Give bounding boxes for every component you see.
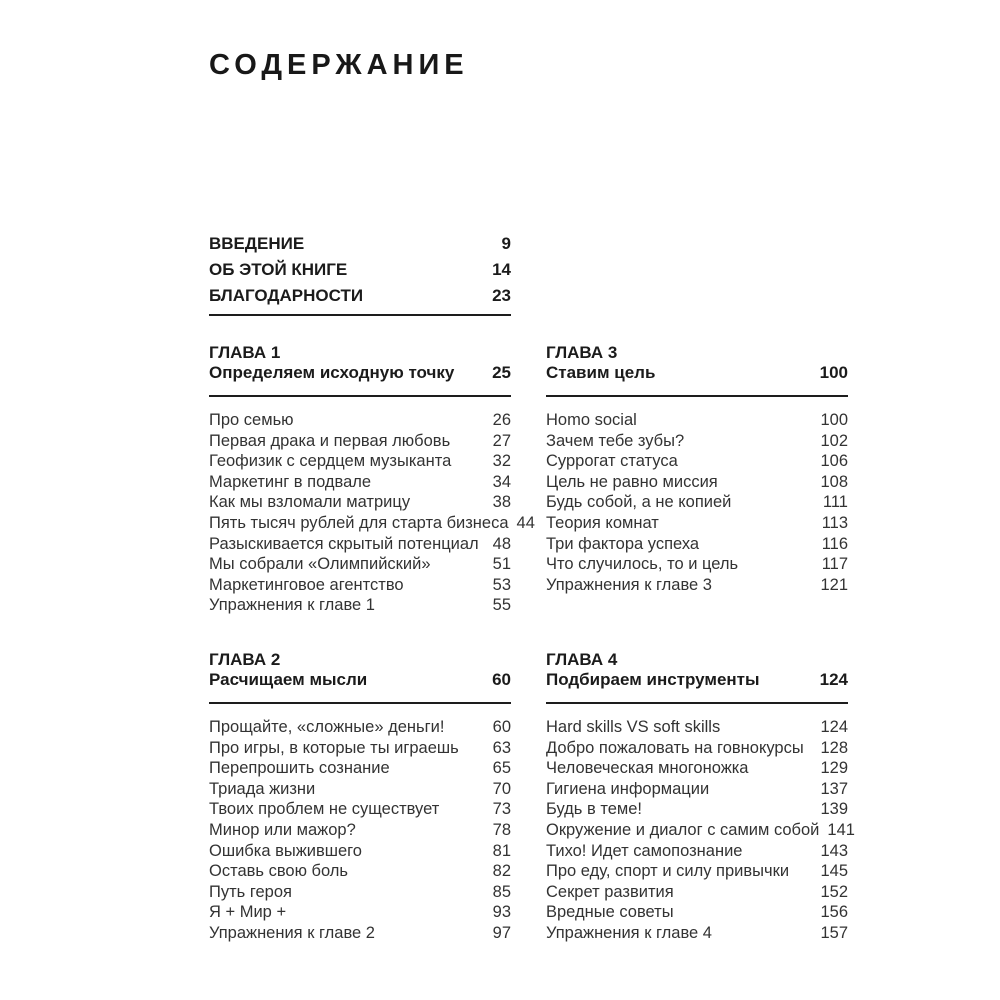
toc-entry-title: Hard skills VS soft skills [546,718,721,736]
toc-entry [546,451,848,472]
toc-entry-title: Про игры, в которые ты играешь [209,738,459,757]
toc-entry [546,738,848,759]
toc-entry-page: 70 [492,779,511,798]
chapter-title: Подбираем инструменты [546,670,760,689]
toc-entry [546,799,848,820]
toc-entry [209,882,511,903]
toc-entry-title: Про семью [209,411,294,429]
toc-entry-page: 55 [492,596,511,615]
toc-entry-page: 48 [492,534,511,553]
toc-entry [546,492,848,513]
toc-entry-title: Будь в теме! [546,800,642,819]
chapter-label: ГЛАВА 3 [546,343,618,362]
toc-entry [209,841,511,862]
toc-entry-page: 32 [492,452,511,471]
toc-entry-page: 157 [820,923,848,942]
chapter-items [209,410,535,616]
toc-entry [546,472,848,493]
front-matter-entry-title: ОБ ЭТОЙ КНИГЕ [209,260,348,279]
toc-entry-title: Человеческая многоножка [546,759,749,778]
toc-entry-page: 51 [492,555,511,574]
toc-entry-title: Мы собрали «Олимпийский» [209,555,431,574]
toc-entry-page: 111 [822,493,848,512]
front-matter-entry-page: 14 [492,260,511,279]
chapter-items [546,410,848,595]
toc-entry-title: Первая драка и первая любовь [209,431,451,450]
toc-entry-title: Минор или мажор? [209,820,356,839]
chapter-section [546,650,855,944]
toc-entry-title: Что случилось, то и цель [546,555,739,574]
chapter-title: Определяем исходную точку [209,363,455,382]
toc-entry-title: Окружение и диалог с самим собой [546,820,820,839]
toc-entry [546,410,848,431]
toc-entry-page: 117 [821,555,848,574]
toc-entry [209,923,511,944]
toc-entry-page: 156 [820,903,848,922]
toc-entry-title: Упражнения к главе 3 [546,575,712,594]
toc-entry [546,882,848,903]
toc-entry-page: 73 [492,800,511,819]
toc-entry-title: Разыскивается скрытый потенциал [209,534,479,553]
toc-entry-page: 85 [492,882,511,901]
toc-entry [209,534,511,555]
toc-entry [209,738,511,759]
front-matter-entry-page: 9 [501,234,511,253]
chapter-label: ГЛАВА 4 [546,650,618,669]
toc-entry-page: 53 [492,575,511,594]
chapter-section [209,343,535,616]
toc-entry [209,554,511,575]
toc-entry-title: Цель не равно миссия [546,472,718,491]
toc-entry [209,410,511,431]
toc-entry [546,534,848,555]
toc-entry-page: 145 [820,862,848,881]
toc-entry-page: 97 [492,923,511,942]
chapter-items [209,717,511,944]
toc-entry-title: Как мы взломали матрицу [209,493,411,512]
toc-entry-page: 100 [820,411,848,429]
toc-entry-page: 108 [820,472,848,491]
toc-entry-title: Тихо! Идет самопознание [546,841,743,860]
toc-entry [209,861,511,882]
toc-entry-title: Homo social [546,411,637,429]
toc-entry-title: Маркетинг в подвале [209,472,372,491]
toc-entry-page: 141 [827,820,855,839]
toc-entry [546,779,848,800]
toc-entry [209,595,511,616]
toc-entry-title: Добро пожаловать на говнокурсы [546,738,804,757]
toc-entry-title: Теория комнат [546,513,659,532]
chapter-label: ГЛАВА 2 [209,650,281,669]
chapter-title-row [546,363,848,397]
chapter-title: Расчищаем мысли [209,670,368,689]
toc-entry-page: 113 [821,513,848,532]
toc-entry-page: 93 [492,903,511,922]
front-matter-entry-page: 23 [492,286,511,305]
toc-entry-page: 152 [820,882,848,901]
toc-entry-page: 128 [820,738,848,757]
chapter-page-number: 100 [819,363,848,382]
toc-entry-title: Про еду, спорт и силу привычки [546,862,790,881]
toc-entry-page: 78 [492,820,511,839]
toc-entry [209,513,535,534]
toc-entry-page: 143 [820,841,848,860]
toc-entry-title: Гигиена информации [546,779,710,798]
chapter-page-number: 25 [492,363,511,382]
toc-entry [209,575,511,596]
toc-entry [209,799,511,820]
chapter-title-row [209,363,511,397]
toc-entry-title: Упражнения к главе 2 [209,923,375,942]
toc-entry [546,513,848,534]
front-matter-list [209,231,511,316]
chapter-label: ГЛАВА 1 [209,343,281,362]
toc-entry [546,717,848,738]
toc-entry [209,717,511,738]
toc-entry [209,472,511,493]
toc-entry-title: Три фактора успеха [546,534,700,553]
chapter-section [209,650,511,944]
toc-entry [209,779,511,800]
toc-entry-page: 44 [516,513,535,532]
toc-entry-title: Вредные советы [546,903,674,922]
toc-entry-page: 124 [820,718,848,736]
chapter-section [546,343,848,595]
toc-entry [546,431,848,452]
toc-entry [209,820,511,841]
toc-entry-page: 60 [492,718,511,736]
front-matter-entry [209,231,511,257]
toc-entry-title: Перепрошить сознание [209,759,390,778]
toc-entry [209,451,511,472]
chapter-items [546,717,855,944]
chapter-page-number: 124 [819,670,848,689]
toc-entry-page: 26 [492,411,511,429]
toc-entry-page: 102 [820,431,848,450]
toc-entry [546,758,848,779]
front-matter-entry [209,257,511,283]
toc-entry-title: Пять тысяч рублей для старта бизнеса [209,513,509,532]
chapter-title-row [546,670,848,704]
toc-entry-page: 82 [492,862,511,881]
toc-entry-title: Секрет развития [546,882,674,901]
toc-entry [546,902,848,923]
toc-entry [546,861,848,882]
toc-entry-title: Я + Мир + [209,903,287,922]
toc-entry-page: 139 [820,800,848,819]
toc-entry-title: Зачем тебе зубы? [546,431,685,450]
toc-entry-page: 63 [492,738,511,757]
chapter-title: Ставим цель [546,363,656,382]
toc-entry-title: Будь собой, а не копией [546,493,732,512]
toc-entry [209,758,511,779]
toc-entry-title: Ошибка выжившего [209,841,362,860]
toc-entry [209,431,511,452]
toc-entry-title: Прощайте, «сложные» деньги! [209,718,445,736]
toc-entry [209,902,511,923]
toc-entry-page: 65 [492,759,511,778]
toc-entry-title: Триада жизни [209,779,316,798]
toc-entry [546,841,848,862]
toc-entry [546,554,848,575]
chapter-title-row [209,670,511,704]
toc-entry-page: 81 [492,841,511,860]
toc-entry-page: 27 [492,431,511,450]
front-matter-entry-title: ВВЕДЕНИЕ [209,234,305,253]
toc-entry-title: Твоих проблем не существует [209,800,440,819]
toc-entry [546,820,855,841]
toc-entry-page: 106 [820,452,848,471]
toc-entry-title: Геофизик с сердцем музыканта [209,452,452,471]
toc-entry-page: 137 [820,779,848,798]
toc-entry [546,575,848,596]
toc-entry-title: Маркетинговое агентство [209,575,404,594]
front-matter-entry [209,283,511,309]
toc-entry-page: 129 [820,759,848,778]
toc-entry [546,923,848,944]
page-title: СОДЕРЖАНИЕ [209,49,469,81]
front-matter-entry-title: БЛАГОДАРНОСТИ [209,286,364,305]
chapter-page-number: 60 [492,670,511,689]
toc-entry-title: Суррогат статуса [546,452,678,471]
toc-entry-title: Упражнения к главе 1 [209,596,375,615]
toc-entry-page: 34 [492,472,511,491]
toc-entry [209,492,511,513]
toc-entry-title: Упражнения к главе 4 [546,923,712,942]
toc-entry-title: Путь героя [209,882,292,901]
toc-entry-page: 38 [492,493,511,512]
toc-entry-page: 121 [820,575,848,594]
toc-entry-page: 116 [821,534,848,553]
toc-entry-title: Оставь свою боль [209,862,349,881]
